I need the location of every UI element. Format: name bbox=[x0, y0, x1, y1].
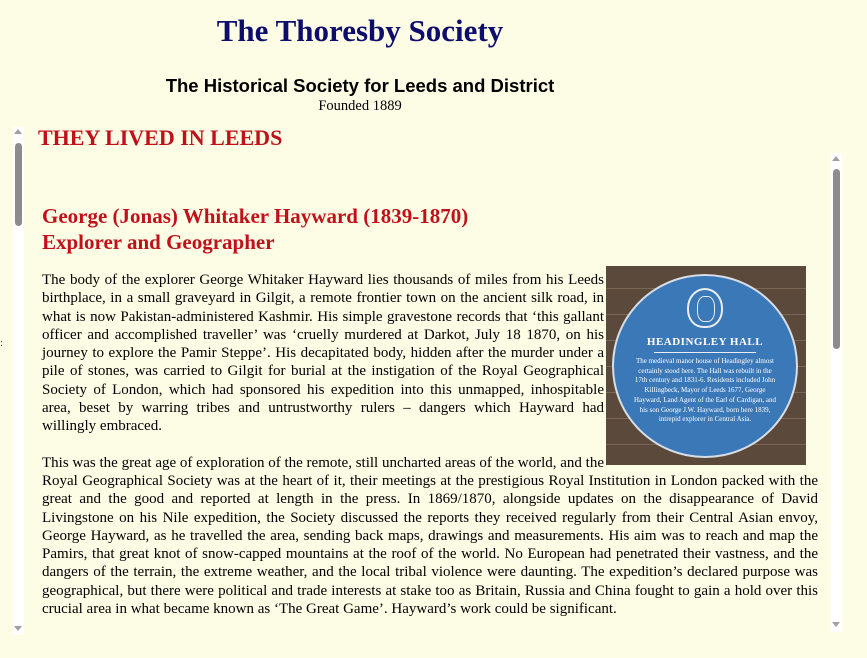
scroll-up-arrow-icon[interactable] bbox=[14, 129, 22, 134]
scroll-down-arrow-icon[interactable] bbox=[14, 626, 22, 631]
article-title-role: Explorer and Geographer bbox=[42, 230, 275, 254]
article-paragraph: The body of the explorer George Whitaker Hayward lies thousands of miles from his Leeds birthplace, in a small graveyard in Gilgit, a remote frontier town on the ancient silk road, in what is now Pakistan-administered Kashmir. His simple gravestone records that ‘this gallant officer and accomplished traveller’ was ‘cruelly murdered at Darkot, July 18 1870, on his journey to explore the Pamir Steppe’. His decapitated body, hidden after the murder under a pile of stones, was carried to Gilgit for burial at the instigation of the Royal Geographical Society of London, which had sponsored his expedition into this unmapped, inhospitable area, beset by warring tribes and untrustworthy rulers – dangers which Hayward had willingly embraced. bbox=[42, 272, 604, 435]
site-subtitle: The Historical Society for Leeds and District bbox=[165, 75, 555, 96]
article-paragraph: This was the great age of exploration of the remote, still uncharted areas of the world, and the Royal Geographical Society was at the heart of it, their meetings at the prestigious Royal Institution in London packed with the great and the good and reported at length in the press. In 1869/1870, alongside updates on the disappearance of David Livingstone on his Nile expedition, the Society discussed the reports they received regularly from their Central Asian envoy, George Hayward, as he travelled the area, sending back maps, drawings and measurements. His aim was to reach and map the Pamirs, that great knot of snow-capped mountains at the roof of the world. No European had penetrated their vastness, and the dangers of the terrain, the extreme weather, and the local tribal violence were daunting. The expedition’s declared purpose was geographical, but there were political and trade interests at stake too as Britain, Russia and China fought to gain a hold over this crucial area in what became known as ‘The Great Game’. Hayward’s work could be significant. bbox=[42, 454, 818, 618]
site-title: The Thoresby Society bbox=[216, 13, 504, 48]
section-heading: THEY LIVED IN LEEDS bbox=[38, 125, 283, 150]
article-title bbox=[42, 203, 818, 255]
crest-icon bbox=[687, 288, 723, 328]
plaque-title: HEADINGLEY HALL bbox=[646, 336, 764, 348]
left-scroll-thumb[interactable] bbox=[15, 143, 22, 226]
scroll-up-arrow-icon[interactable] bbox=[832, 156, 840, 161]
article-title-name: George (Jonas) Whitaker Hayward (1839-1870) bbox=[42, 204, 469, 228]
scroll-down-arrow-icon[interactable] bbox=[832, 622, 840, 627]
right-frame-scrollbar[interactable] bbox=[831, 153, 842, 632]
article bbox=[42, 203, 818, 618]
headingley-hall-plaque-image bbox=[606, 266, 806, 465]
founded-date: Founded 1889 bbox=[318, 98, 402, 114]
plaque-text: The medieval manor house of Headingley almost certainly stood here. The Hall was rebuilt in the 17th century and 1831-6. Residents included John Killingbeck, Mayor of Leeds 1677, George Hayward, Land Agent of the Earl of Cardigan, and his son George J.W. Hayward, born here 1839, intrepid explorer in Central Asia. bbox=[634, 357, 776, 424]
left-frame-scrollbar[interactable] bbox=[13, 127, 24, 635]
right-scroll-thumb[interactable] bbox=[833, 169, 840, 349]
blue-plaque bbox=[612, 274, 798, 458]
stray-mark: : bbox=[0, 337, 4, 349]
